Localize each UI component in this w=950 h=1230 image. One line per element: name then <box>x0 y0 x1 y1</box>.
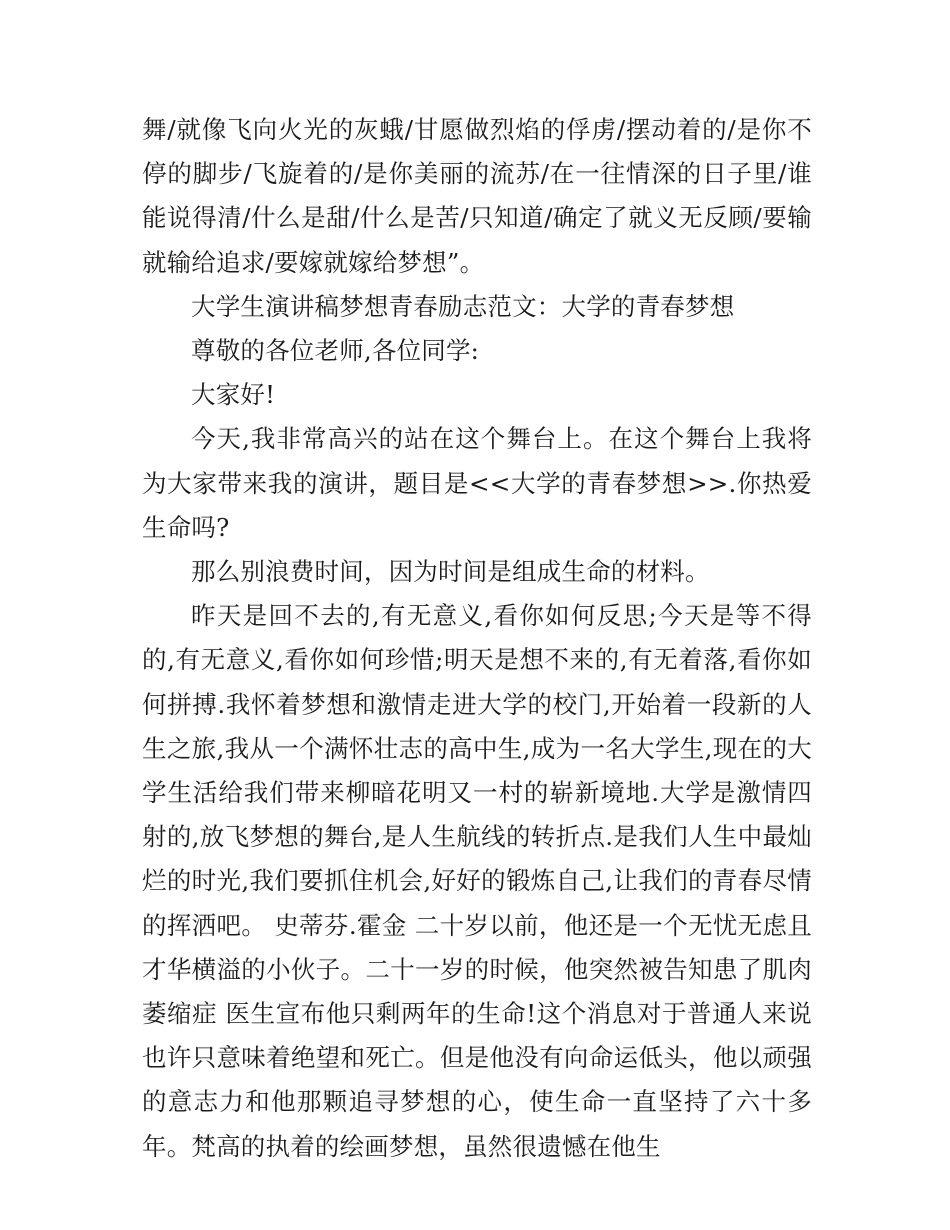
document-body <box>142 108 812 1169</box>
paragraph-greeting: 大家好! <box>191 380 276 410</box>
paragraph-introduction: 今天,我非常高兴的站在这个舞台上。在这个舞台上我将为大家带来我的演讲，题目是<<大学的青春梦想>>.你热爱生命吗? <box>142 424 812 542</box>
paragraph-salutation: 尊敬的各位老师,各位同学: <box>191 336 480 366</box>
paragraph-section-title: 大学生演讲稿梦想青春励志范文：大学的青春梦想 <box>191 291 735 321</box>
paragraph-time-material: 那么别浪费时间，因为时间是组成生命的材料。 <box>191 557 710 587</box>
paragraph-main-body: 昨天是回不去的,有无意义,看你如何反思;今天是等不得的,有无意义,看你如何珍惜;明天是想不来的,有无着落,看你如何拼搏.我怀着梦想和激情走进大学的校门,开始着一段新的人生之旅,我从一个满怀壮志的高中生,成为一名大学生,现在的大学生活给我们带来柳暗花明又一村的崭新境地.大学是激情四射的,放飞梦想的舞台,是人生航线的转折点.是我们人生中最灿烂的时光,我们要抓住机会,好好的锻炼自己,让我们的青春尽情的挥洒吧。 史蒂芬.霍金 二十岁以前，他还是一个无忧无虑且才华横溢的小伙子。二十一岁的时候，他突然被告知患了肌肉萎缩症 医生宣布他只剩两年的生命!这个消息对于普通人来说也许只意味着绝望和死亡。但是他没有向命运低头，他以顽强的意志力和他那颗追寻梦想的心，使生命一直坚持了六十多年。梵高的执着的绘画梦想，虽然很遗憾在他生 <box>142 601 812 1161</box>
paragraph-poem-ending: 舞/就像飞向火光的灰蛾/甘愿做烈焰的俘虏/摆动着的/是你不停的脚步/飞旋着的/是你美丽的流苏/在一往情深的日子里/谁能说得清/什么是甜/什么是苦/只知道/确定了就义无反顾/要输就输给追求/要嫁就嫁给梦想”。 <box>142 115 812 277</box>
